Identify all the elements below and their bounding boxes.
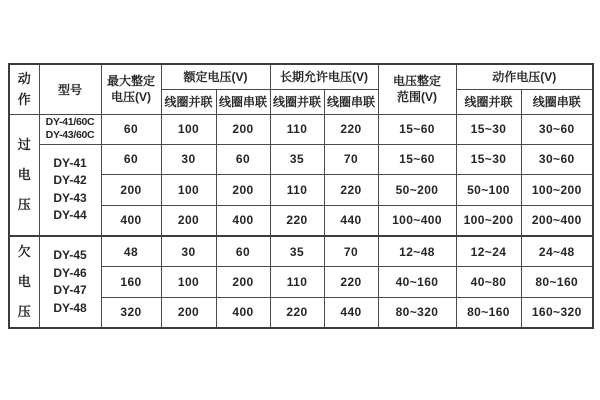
model-label: DY-46	[53, 265, 87, 280]
relay-spec-table-container	[8, 63, 592, 329]
subheader-rated-coil-parallel: 线圈并联	[161, 89, 216, 114]
cell-value: 100~200	[521, 174, 593, 205]
model-label: DY-47	[53, 283, 87, 297]
col-header-setting-range-line1: 电压整定	[392, 74, 441, 89]
group-action-overvoltage-label: 过电压	[17, 136, 31, 212]
cell-value: 220	[270, 205, 324, 236]
col-header-setting-range	[378, 64, 456, 114]
cell-value: 50~200	[378, 174, 456, 205]
cell-value: 15~30	[456, 144, 521, 174]
cell-value: 110	[270, 114, 324, 144]
cell-value: 400	[216, 205, 270, 236]
cell-value: 30~60	[521, 144, 593, 174]
model-label: DY-42	[53, 173, 87, 188]
cell-value: 40~80	[456, 267, 521, 298]
cell-value: 100	[161, 174, 216, 205]
cell-value: 80~320	[378, 297, 456, 328]
cell-value: 48	[101, 236, 161, 267]
cell-value: 30~60	[521, 114, 593, 144]
cell-value: 60	[216, 144, 270, 174]
col-group-long-term-voltage: 长期允许电压(V)	[270, 64, 378, 89]
cell-value: 220	[270, 297, 324, 328]
cell-value: 160	[101, 267, 161, 298]
col-header-action	[9, 64, 39, 114]
model-cell	[39, 144, 101, 236]
col-header-action-label: 动作	[17, 71, 31, 108]
cell-value: 200	[101, 174, 161, 205]
cell-value: 100~400	[378, 205, 456, 236]
cell-value: 50~100	[456, 174, 521, 205]
cell-value: 24~48	[521, 236, 593, 267]
cell-value: 220	[324, 267, 378, 298]
cell-value: 200	[216, 114, 270, 144]
cell-value: 15~30	[456, 114, 521, 144]
cell-value: 40~160	[378, 267, 456, 298]
group-action-undervoltage	[9, 236, 39, 328]
table-row	[9, 236, 593, 267]
cell-value: 80~160	[521, 267, 593, 298]
cell-value: 160~320	[521, 297, 593, 328]
model-label: DY-44	[53, 208, 87, 223]
model-label: DY-48	[53, 300, 87, 315]
relay-spec-table	[8, 63, 594, 329]
model-cell	[39, 114, 101, 144]
model-label: DY-41/60C	[45, 115, 95, 128]
cell-value: 110	[270, 267, 324, 298]
table-row	[9, 144, 593, 174]
col-header-model: 型号	[39, 64, 101, 114]
cell-value: 12~24	[456, 236, 521, 267]
cell-value: 200	[161, 297, 216, 328]
col-header-max-setting-line1: 最大整定	[106, 74, 155, 89]
cell-value: 15~60	[378, 114, 456, 144]
cell-value: 30	[161, 144, 216, 174]
cell-value: 100	[161, 267, 216, 298]
cell-value: 200~400	[521, 205, 593, 236]
group-action-undervoltage-label: 欠电压	[17, 244, 31, 319]
cell-value: 60	[101, 114, 161, 144]
group-action-overvoltage	[9, 114, 39, 236]
model-label: DY-43	[53, 190, 87, 205]
col-group-operate-voltage: 动作电压(V)	[456, 64, 593, 89]
subheader-longterm-coil-parallel: 线圈并联	[270, 89, 324, 114]
cell-value: 100	[161, 114, 216, 144]
cell-value: 80~160	[456, 297, 521, 328]
cell-value: 35	[270, 236, 324, 267]
cell-value: 100~200	[456, 205, 521, 236]
table-row	[9, 114, 593, 144]
model-label: DY-43/60C	[45, 129, 95, 141]
model-cell	[39, 236, 101, 328]
cell-value: 30	[161, 236, 216, 267]
cell-value: 60	[216, 236, 270, 267]
subheader-longterm-coil-series: 线圈串联	[324, 89, 378, 114]
cell-value: 400	[101, 205, 161, 236]
cell-value: 35	[270, 144, 324, 174]
col-header-max-setting	[101, 64, 161, 114]
cell-value: 70	[324, 144, 378, 174]
cell-value: 12~48	[378, 236, 456, 267]
cell-value: 200	[161, 205, 216, 236]
cell-value: 200	[216, 267, 270, 298]
header-row-1	[9, 64, 593, 89]
cell-value: 200	[216, 174, 270, 205]
model-label: DY-41	[53, 155, 87, 170]
cell-value: 440	[324, 205, 378, 236]
subheader-rated-coil-series: 线圈串联	[216, 89, 270, 114]
cell-value: 70	[324, 236, 378, 267]
cell-value: 220	[324, 114, 378, 144]
cell-value: 110	[270, 174, 324, 205]
col-header-max-setting-line2: 电压(V)	[111, 90, 151, 105]
cell-value: 440	[324, 297, 378, 328]
cell-value: 320	[101, 297, 161, 328]
cell-value: 15~60	[378, 144, 456, 174]
cell-value: 60	[101, 144, 161, 174]
subheader-operate-coil-series: 线圈串联	[521, 89, 593, 114]
cell-value: 400	[216, 297, 270, 328]
model-label: DY-45	[53, 248, 87, 262]
col-group-rated-voltage: 额定电压(V)	[161, 64, 270, 89]
cell-value: 220	[324, 174, 378, 205]
col-header-setting-range-line2: 范围(V)	[397, 90, 437, 105]
subheader-operate-coil-parallel: 线圈并联	[456, 89, 521, 114]
